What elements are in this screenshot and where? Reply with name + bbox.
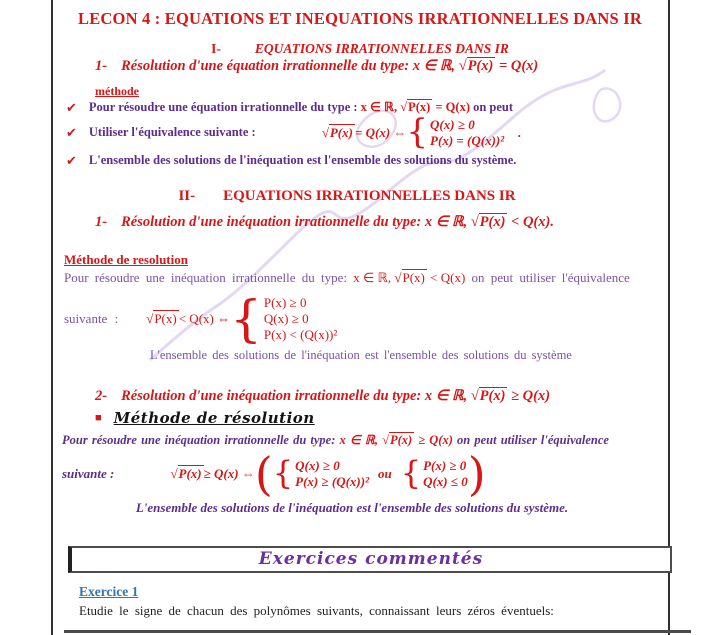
methode-label-3: Méthode de résolution (113, 409, 315, 427)
sqrt-sign: √ (470, 388, 479, 404)
section-1-number: I- (211, 41, 221, 56)
paren-open-icon: ( (254, 446, 273, 501)
subsection-2-number: 1- (95, 214, 108, 230)
bullet-2-text: Utiliser l'équivalence suivante : (88, 125, 256, 140)
paragraph-2-math-end: < Q(x) (426, 270, 466, 285)
equivalence-formula-2 (146, 290, 338, 348)
exercises-box-title: Exercices commentés (258, 549, 484, 569)
sqrt-radicand: P(x) (402, 270, 425, 285)
sqrt-expression (471, 214, 508, 230)
case-line: P(x) = (Q(x))² (430, 133, 505, 148)
subsection-3-text: Résolution d'une inéquation irrationnelle du type: x ∈ ℝ, (121, 388, 471, 404)
sqrt-radicand: P(x) (389, 433, 413, 447)
sqrt-sign: √ (458, 58, 467, 74)
checkmark-icon: ✔ (66, 100, 77, 115)
bullet-3 (66, 153, 516, 169)
section-2-heading (52, 188, 642, 205)
bullet-3-text: L'ensemble des solutions de l'inéquation est l'ensemble des solutions du système. (88, 153, 517, 167)
paragraph-3-tail: on peut utiliser l'équivalence (452, 433, 609, 447)
case-system (406, 112, 505, 153)
note-3: L'ensemble des solutions de l'inéquation est l'ensemble des solutions du système. (135, 500, 569, 515)
formula-row-3 (62, 446, 486, 501)
case-system-2 (400, 454, 468, 493)
case-system-1 (272, 454, 369, 493)
section-1-title: EQUATIONS IRRATIONNELLES DANS IR (254, 41, 509, 56)
sqrt-expression (382, 433, 414, 447)
subsection-3-number: 2- (95, 388, 108, 404)
case-line: P(x) ≥ (Q(x))² (295, 473, 369, 489)
formula-mid: < Q(x) ⇔ (178, 311, 231, 326)
checkmark-icon: ✔ (66, 125, 77, 141)
sqrt-radicand: P(x) (408, 100, 431, 114)
sqrt-radicand: P(x) (329, 125, 353, 140)
suivante-label: suivante : (62, 466, 115, 481)
bullet-1-math: x ∈ ℝ, (360, 100, 401, 114)
ou-connector: ou (377, 465, 392, 481)
formula-mid: ≥ Q(x) ⇔ (203, 465, 255, 481)
table-top-border (64, 630, 691, 633)
equivalence-formula-1 (321, 112, 522, 153)
case-line: P(x) < (Q(x))² (263, 327, 338, 343)
sqrt-expression (459, 58, 496, 74)
sqrt-sign: √ (146, 311, 154, 326)
section-2-number: II- (178, 188, 196, 204)
subsection-3-text-end: ≥ Q(x) (507, 388, 551, 404)
case-line: P(x) ≥ 0 (423, 457, 467, 473)
end-dot: . (518, 125, 522, 140)
sqrt-expression (170, 466, 203, 482)
sqrt-sign: √ (470, 214, 479, 230)
sqrt-expression (146, 311, 179, 327)
subsection-1-text-end: = Q(x) (495, 58, 539, 74)
formula-row-2 (64, 291, 337, 347)
paragraph-3-math: x ∈ ℝ, (339, 433, 383, 447)
page-right-rule (668, 0, 670, 635)
sqrt-sign: √ (170, 465, 178, 481)
paragraph-3-math-end: ≥ Q(x) (414, 433, 453, 447)
sqrt-radicand: P(x) (479, 388, 506, 404)
brace-icon: { (406, 112, 429, 153)
case-system (230, 290, 338, 348)
bullet-1-math-end: = Q(x) (432, 100, 470, 114)
case-line: Q(x) ≥ 0 (430, 116, 475, 132)
subsection-2-text-end: < Q(x). (507, 214, 554, 230)
sqrt-expression (322, 125, 355, 141)
paren-close-icon: ) (467, 446, 486, 501)
paragraph-3-lead: Pour résoudre une inéquation irrationnelle du type: (62, 433, 340, 447)
square-bullet-icon: ■ (95, 412, 102, 424)
paragraph-2-math: x ∈ ℝ, (353, 270, 395, 285)
exercise-1-title: Exercice 1 (79, 584, 139, 599)
methode-label-1: méthode (95, 84, 139, 98)
brace-icon: { (230, 290, 262, 348)
sqrt-sign: √ (321, 125, 329, 140)
case-line: P(x) ≥ 0 (263, 294, 307, 310)
methode-heading-3 (95, 409, 315, 427)
brace-icon: { (400, 454, 422, 493)
bullet-2 (66, 113, 521, 153)
exercises-box (68, 546, 672, 573)
lesson-title: LECON 4 : EQUATIONS ET INEQUATIONS IRRATIONNELLES DANS IR (78, 9, 642, 28)
case-line: Q(x) ≤ 0 (423, 473, 468, 489)
methode-label-2: Méthode de resolution (64, 252, 188, 267)
page-left-rule (51, 0, 53, 635)
subsection-1-text: Résolution d'une équation irrationnelle du type: x ∈ ℝ, (121, 58, 459, 74)
suivante-label: suivante : (64, 311, 119, 326)
sqrt-radicand: P(x) (479, 214, 506, 230)
subsection-1-title (95, 58, 538, 75)
section-2-title: EQUATIONS IRRATIONNELLES DANS IR (223, 188, 516, 204)
paragraph-2-lead: Pour résoudre une inéquation irrationnelle du type: (64, 270, 354, 285)
subsection-2-text: Résolution d'une inéquation irrationnelle du type: x ∈ ℝ, (121, 214, 471, 230)
subsection-2-title (95, 214, 554, 231)
paragraph-2 (64, 270, 630, 286)
note-2: L'ensemble des solutions de l'inéquation est l'ensemble des solutions du système (150, 348, 572, 362)
sqrt-expression (471, 388, 508, 404)
formula-mid: = Q(x) ⇔ (354, 125, 407, 140)
sqrt-radicand: P(x) (178, 465, 202, 481)
sqrt-radicand: P(x) (154, 311, 177, 326)
subsection-3-title (95, 388, 550, 405)
subsection-1-number: 1- (95, 58, 108, 74)
section-1-heading (52, 41, 668, 57)
equivalence-formula-3 (170, 446, 486, 501)
paragraph-2-tail: on peut utiliser l'équivalence (465, 270, 630, 285)
checkmark-icon: ✔ (66, 153, 77, 168)
exercise-1-body: Etudie le signe de chacun des polynômes suivants, connaissant leurs zéros éventuels: (79, 603, 554, 618)
paragraph-3 (62, 432, 609, 448)
sqrt-radicand: P(x) (467, 58, 494, 74)
case-line: Q(x) ≥ 0 (263, 310, 309, 326)
sqrt-sign: √ (382, 433, 389, 447)
brace-icon: { (272, 454, 294, 493)
case-line: Q(x) ≥ 0 (295, 457, 340, 473)
bullet-1-tail: on peut (469, 100, 514, 114)
sqrt-sign: √ (400, 100, 408, 114)
bullet-1-lead: Pour résoudre une équation irrationnelle du type : (88, 100, 361, 114)
sqrt-expression (394, 270, 427, 285)
sqrt-sign: √ (394, 270, 402, 285)
